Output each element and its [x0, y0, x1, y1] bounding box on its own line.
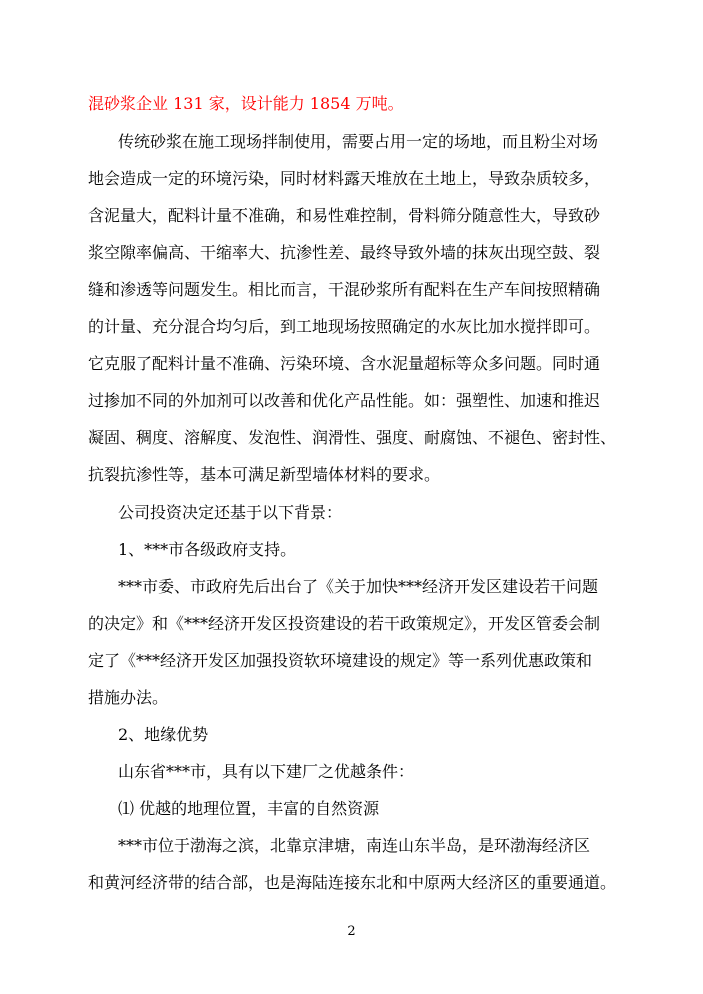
- paragraph-line: 浆空隙率偏高、干缩率大、抗渗性差、最终导致外墙的抹灰出现空鼓、裂: [88, 243, 601, 262]
- paragraph-line: ***市委、市政府先后出台了《关于加快***经济开发区建设若干问题: [118, 577, 599, 596]
- paragraph-line: ***市位于渤海之滨，北靠京津塘，南连山东半岛，是环渤海经济区: [118, 836, 591, 855]
- paragraph-line: 地会造成一定的环境污染，同时材料露天堆放在土地上，导致杂质较多，: [88, 169, 601, 188]
- paragraph-line: 的计量、充分混合均匀后，到工地现场按照确定的水灰比加水搅拌即可。: [88, 317, 601, 336]
- section-heading: 1、***市各级政府支持。: [118, 540, 297, 559]
- paragraph-line: 它克服了配料计量不准确、污染环境、含水泥量超标等众多问题。同时通: [88, 354, 601, 373]
- paragraph-line: 山东省***市，具有以下建厂之优越条件：: [118, 762, 415, 781]
- section-heading: 2、地缘优势: [118, 725, 209, 744]
- paragraph-line: 凝固、稠度、溶解度、发泡性、润滑性、强度、耐腐蚀、不褪色、密封性、: [88, 428, 617, 447]
- paragraph-line: 含泥量大，配料计量不准确，和易性难控制，骨料筛分随意性大，导致砂: [88, 206, 601, 225]
- paragraph-line: 公司投资决定还基于以下背景：: [118, 503, 343, 522]
- paragraph-line: 缝和渗透等问题发生。相比而言，干混砂浆所有配料在生产车间按照精确: [88, 280, 601, 299]
- page-number: 2: [347, 924, 356, 939]
- paragraph-line: 抗裂抗渗性等，基本可满足新型墙体材料的要求。: [88, 465, 441, 484]
- subsection-heading: ⑴ 优越的地理位置，丰富的自然资源: [118, 799, 380, 818]
- paragraph-line: 过掺加不同的外加剂可以改善和优化产品性能。如：强塑性、加速和推迟: [88, 391, 601, 410]
- paragraph-line: 和黄河经济带的结合部，也是海陆连接东北和中原两大经济区的重要通道。: [88, 873, 617, 892]
- paragraph-line: 传统砂浆在施工现场拌制使用，需要占用一定的场地，而且粉尘对场: [118, 132, 599, 151]
- paragraph-line: 措施办法。: [88, 688, 169, 707]
- paragraph-line: 定了《***经济开发区加强投资软环境建设的规定》等一系列优惠政策和: [88, 651, 593, 670]
- paragraph-line: 的决定》和《***经济开发区投资建设的若干政策规定》，开发区管委会制: [88, 614, 601, 633]
- paragraph-line-red: 混砂浆企业 131 家，设计能力 1854 万吨。: [88, 94, 404, 113]
